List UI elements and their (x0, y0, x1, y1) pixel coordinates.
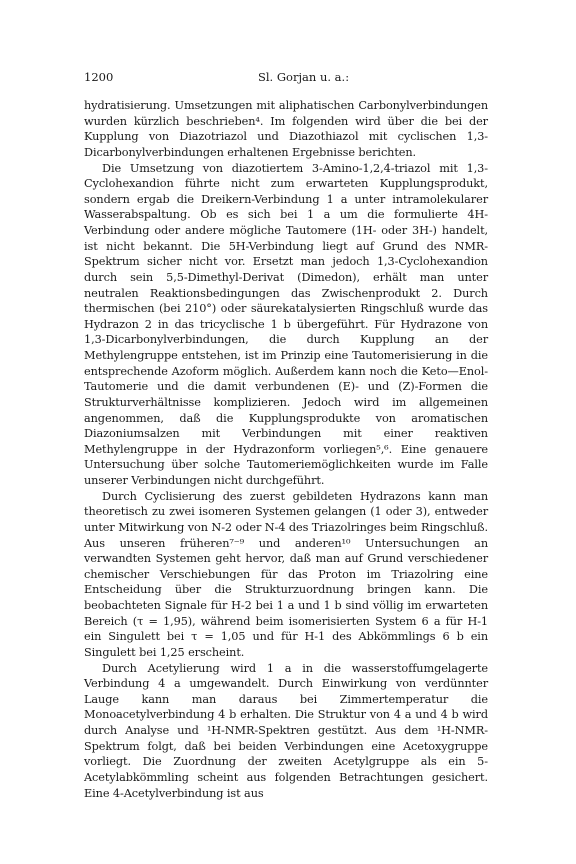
running-header (84, 70, 488, 84)
paragraph-4: Durch Acetylierung wird 1 a in die wasserstoffumgelagerte Verbindung 4 a umgewandelt. Durch Einwirkung von verdünnter Lauge kann man daraus bei Zimmertemperatur die Monoacetylverbindung 4 b erhalten. Die Struktur von 4 a und 4 b wird durch Analyse und ¹H-NMR-Spektren gestützt. Aus dem ¹H-NMR-Spektrum folgt, daß bei beiden Verbindungen eine Acetoxygruppe vorliegt. Die Zuordnung der zweiten Acetylgruppe als ein 5-Acetylabkömmling scheint aus folgenden Betrachtungen gesichert. Eine 4-Acetylverbindung ist aus (84, 661, 488, 800)
paragraph-2: Die Umsetzung von diazotiertem 3-Amino-1,2,4-triazol mit 1,3-Cyclohexandion führte nicht zum erwarteten Kupplungsprodukt, sondern ergab die Dreikern-Verbindung 1 a unter intramolekularer Wasserabspaltung. Ob es sich bei 1 a um die formulierte 4H-Verbindung oder andere mögliche Tautomere (1H- oder 3H-) handelt, ist nicht bekannt. Die 5H-Verbindung liegt auf Grund des NMR-Spektrum sicher nicht vor. Ersetzt man jedoch 1,3-Cyclohexandion durch sein 5,5-Dimethyl-Derivat (Dimedon), erhält man unter neutralen Reaktionsbedingungen das Zwischenprodukt 2. Durch thermischen (bei 210°) oder säurekatalysierten Ringschluß wurde das Hydrazon 2 in das tricyclische 1 b übergeführt. Für Hydrazone von 1,3-Dicarbonylverbindungen, die durch Kupplung an der Methylengruppe entstehen, ist im Prinzip eine Tautomerisierung in die entsprechende Azoform möglich. Außerdem kann noch die Keto—Enol-Tautomerie und die damit verbundenen (E)- und (Z)-Formen die Strukturverhältnisse komplizieren. Jedoch wird im allgemeinen angenommen, daß die Kupplungsprodukte von aromatischen Diazoniumsalzen mit Verbindungen mit einer reaktiven Methylengruppe in der Hydrazonform vorliegen⁵,⁶. Eine genauere Untersuchung über solche Tautomeriemöglichkeiten wurde im Falle unserer Verbindungen nicht durchgeführt. (84, 161, 488, 487)
paragraph-1: hydratisierung. Umsetzungen mit aliphatischen Carbonylverbindungen wurden kürzlich beschrieben⁴. Im folgenden wird über die bei der Kupplung von Diazotriazol und Diazothiazol mit cyclischen 1,3-Dicarbonylverbindungen erhaltenen Ergebnisse berichten. (84, 99, 488, 159)
paragraph-3: Durch Cyclisierung des zuerst gebildeten Hydrazons kann man theoretisch zu zwei isomeren Systemen gelangen (1 oder 3), entweder unter Mitwirkung von N-2 oder N-4 des Triazolringes beim Ringschluß. Aus unseren früheren⁷⁻⁹ und anderen¹⁰ Untersuchungen an verwandten Systemen geht hervor, daß man auf Grund verschiedener chemischer Verschiebungen für das Proton im Triazolring eine Entscheidung über die Strukturzuordnung bringen kann. Die beobachteten Signale für H-2 bei 1 a und 1 b sind völlig im erwarteten Bereich (τ = 1,95), während beim isomerisierten System 6 a für H-1 ein Singulett bei τ = 1,05 und für H-1 des Abkömmlings 6 b ein Singulett bei 1,25 erscheint. (84, 489, 488, 659)
page-number: 1200 (84, 70, 114, 84)
running-title: Sl. Gorjan u. a.: (258, 70, 350, 84)
body-text (84, 98, 488, 801)
